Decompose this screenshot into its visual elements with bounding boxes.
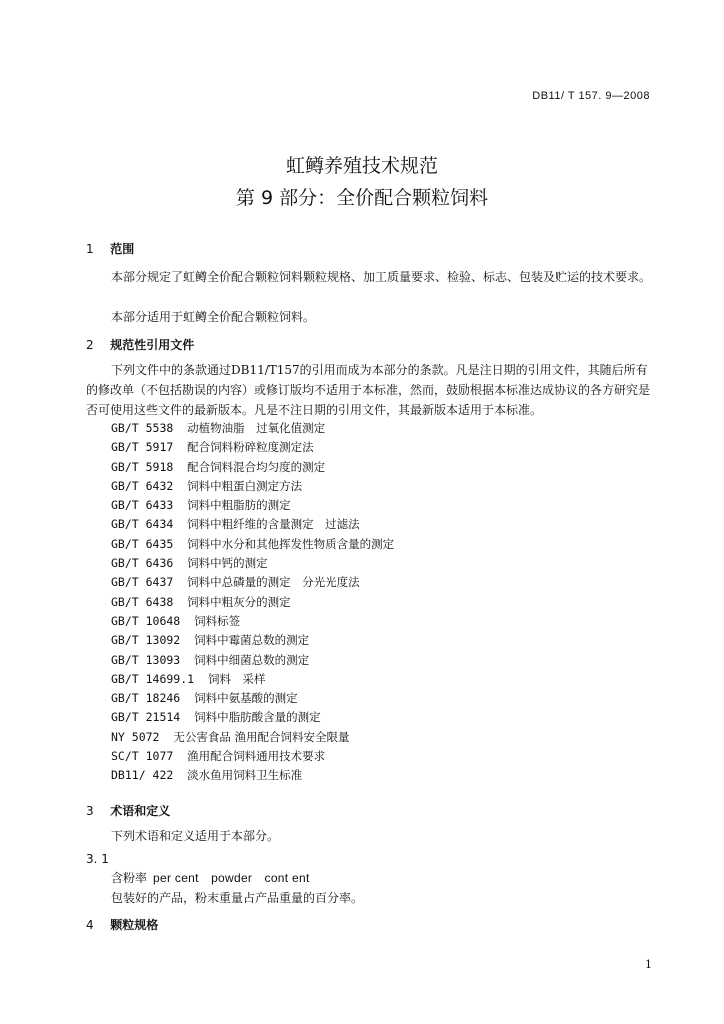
reference-title: 无公害食品 渔用配合饲料安全限量 xyxy=(173,729,350,744)
reference-code: GB/T 10648 xyxy=(111,613,181,628)
section-2-heading xyxy=(86,336,194,353)
reference-title: 饲料中粗纤维的含量测定 过滤法 xyxy=(187,517,360,532)
reference-title: 饲料中粗蛋白测定方法 xyxy=(187,478,303,493)
reference-title: 饲料中细菌总数的测定 xyxy=(194,652,310,667)
reference-title: 饲料 采样 xyxy=(207,671,266,686)
section-1-heading xyxy=(86,240,134,257)
document-id: DB11/ T 157. 9—2008 xyxy=(532,90,650,102)
reference-item xyxy=(111,515,394,534)
section-4-heading xyxy=(86,916,158,933)
reference-item xyxy=(111,651,394,670)
section-number: 3 xyxy=(86,804,94,818)
term-english: per cent powder cont ent xyxy=(153,871,310,885)
reference-title: 配合饲料混合均匀度的测定 xyxy=(187,459,326,474)
reference-item xyxy=(111,573,394,592)
reference-title: 渔用配合饲料通用技术要求 xyxy=(187,749,326,764)
reference-title: 饲料标签 xyxy=(194,613,241,628)
section-title: 术语和定义 xyxy=(110,804,171,818)
reference-title: 饲料中粗脂肪的测定 xyxy=(187,498,291,513)
reference-title: 饲料中氨基酸的测定 xyxy=(194,691,298,706)
reference-item xyxy=(111,670,394,689)
document-title: 虹鳟养殖技术规范 xyxy=(285,155,438,177)
reference-code: GB/T 6433 xyxy=(111,498,174,513)
reference-code: DB11/ 422 xyxy=(111,768,174,783)
reference-item xyxy=(111,593,394,612)
reference-code: GB/T 13093 xyxy=(111,652,181,667)
subclause-number: 3. 1 xyxy=(86,852,109,866)
reference-code: GB/T 21514 xyxy=(111,710,181,725)
reference-item xyxy=(111,728,394,747)
reference-code: SC/T 1077 xyxy=(111,749,174,764)
reference-title: 配合饲料粉碎粒度测定法 xyxy=(187,440,314,455)
term-definition: 包装好的产品，粉末重量占产品重量的百分率。 xyxy=(111,891,364,905)
reference-code: GB/T 5918 xyxy=(111,459,174,474)
reference-title: 饲料中霉菌总数的测定 xyxy=(194,633,310,648)
reference-item xyxy=(111,535,394,554)
reference-item xyxy=(111,631,394,650)
reference-item xyxy=(111,496,394,515)
reference-item xyxy=(111,419,394,438)
reference-item xyxy=(111,554,394,573)
normative-references-list xyxy=(111,419,394,786)
reference-item xyxy=(111,438,394,457)
reference-item xyxy=(111,766,394,785)
reference-title: 饲料中水分和其他挥发性物质含量的测定 xyxy=(187,536,395,551)
section-3-heading xyxy=(86,802,170,819)
reference-item xyxy=(111,458,394,477)
reference-title: 动植物油脂 过氧化值测定 xyxy=(187,421,326,435)
reference-title: 饲料中总磷量的测定 分光光度法 xyxy=(187,575,360,590)
reference-code: GB/T 6434 xyxy=(111,517,174,532)
reference-code: GB/T 6437 xyxy=(111,575,174,590)
reference-code: GB/T 6435 xyxy=(111,536,174,551)
reference-item xyxy=(111,477,394,496)
reference-code: GB/T 13092 xyxy=(111,633,181,648)
reference-code: GB/T 18246 xyxy=(111,691,181,706)
page-number: 1 xyxy=(645,958,652,971)
section-title: 范围 xyxy=(110,242,135,256)
reference-title: 饲料中钙的测定 xyxy=(187,556,268,571)
reference-code: GB/T 6436 xyxy=(111,556,174,571)
reference-item xyxy=(111,612,394,631)
reference-code: GB/T 14699.1 xyxy=(111,671,195,686)
reference-code: GB/T 5538 xyxy=(111,421,174,435)
document-subtitle: 第 9 部分：全价配合颗粒饲料 xyxy=(235,187,489,209)
section-1-paragraph-2: 本部分适用于虹鳟全价配合颗粒饲料。 xyxy=(111,310,316,324)
reference-title: 饲料中脂肪酸含量的测定 xyxy=(194,710,321,725)
reference-item xyxy=(111,708,394,727)
section-1-paragraph-1: 本部分规定了虹鳟全价配合颗粒饲料颗粒规格、加工质量要求、检验、标志、包装及贮运的技术要求。 xyxy=(111,270,652,284)
reference-title: 饲料中粗灰分的测定 xyxy=(187,594,291,609)
term-chinese: 含粉率 xyxy=(111,871,148,885)
reference-title: 淡水鱼用饲料卫生标准 xyxy=(187,768,303,783)
section-number: 4 xyxy=(86,918,94,932)
section-3-paragraph-1: 下列术语和定义适用于本部分。 xyxy=(111,829,280,843)
reference-code: NY 5072 xyxy=(111,729,160,744)
term-entry xyxy=(111,869,310,886)
reference-code: GB/T 6438 xyxy=(111,594,174,609)
section-title: 规范性引用文件 xyxy=(110,338,195,352)
section-2-paragraph-1: 下列文件中的条款通过DB11/T157的引用而成为本部分的条款。凡是注日期的引用文件，其随后所有的修改单（不包括勘误的内容）或修订版均不适用于本标准，然而，鼓励根据本标准达成协议的各方研究是否可使用这些文件的最新版本。凡是不注日期的引用文件，其最新版本适用于本标准。 xyxy=(86,363,651,417)
section-number: 1 xyxy=(86,242,94,256)
reference-item xyxy=(111,747,394,766)
section-title: 颗粒规格 xyxy=(110,918,159,932)
reference-item xyxy=(111,689,394,708)
reference-code: GB/T 6432 xyxy=(111,478,174,493)
section-number: 2 xyxy=(86,338,94,352)
reference-code: GB/T 5917 xyxy=(111,440,174,455)
